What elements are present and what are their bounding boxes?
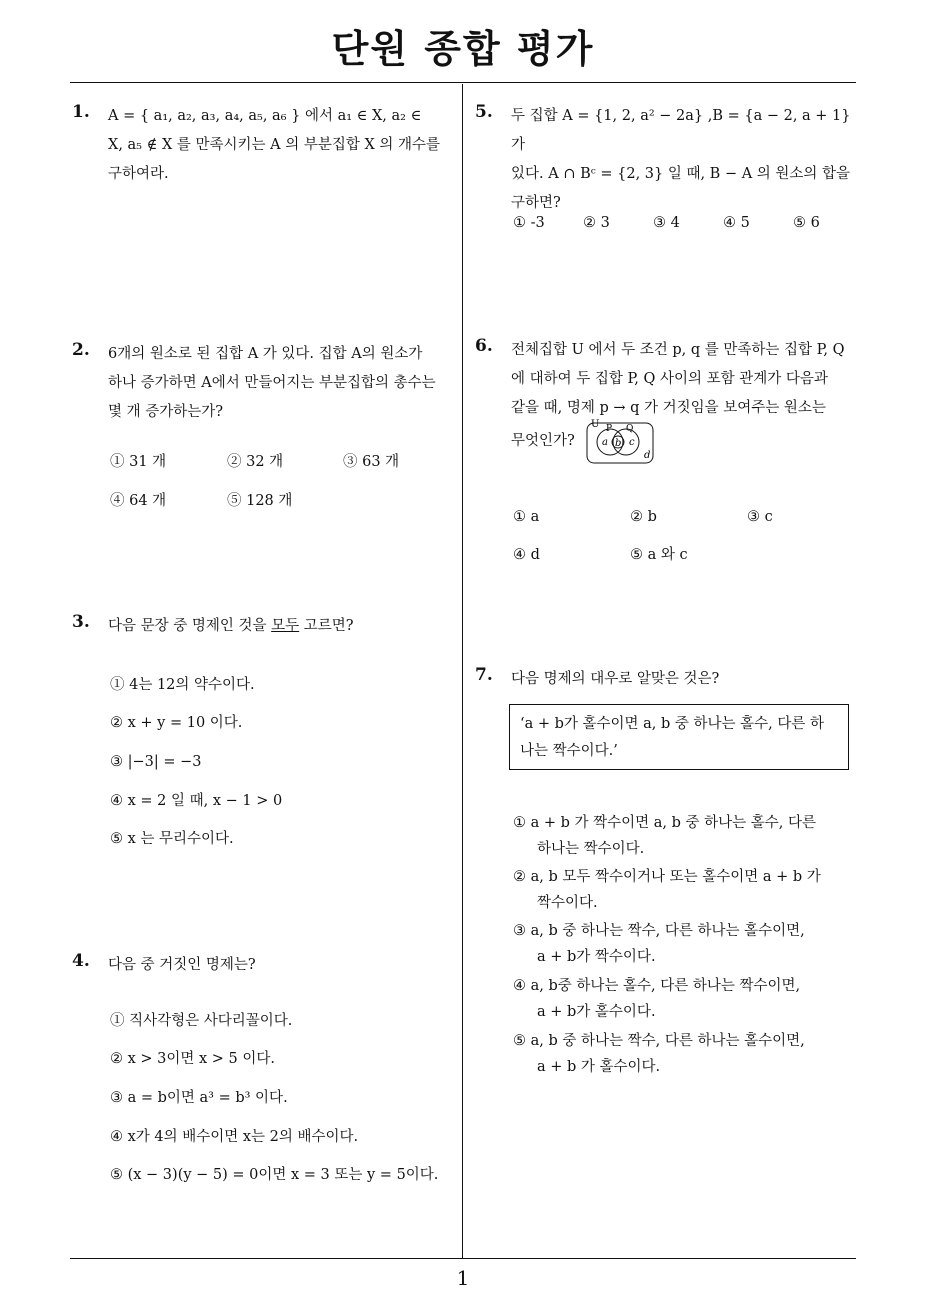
option-3[interactable]: ③ |−3| = −3	[110, 754, 202, 770]
option-4[interactable]: ④ 64 개	[110, 493, 167, 509]
question-line: 구하면?	[511, 195, 561, 211]
question-number: 6.	[475, 336, 493, 356]
bottom-rule	[70, 1258, 856, 1259]
option-2[interactable]: ② b	[630, 509, 657, 525]
question-line: 몇 개 증가하는가?	[108, 404, 224, 420]
option-2[interactable]	[513, 864, 821, 916]
question-line: 6개의 원소로 된 집합 A 가 있다. 집합 A의 원소가	[108, 346, 423, 362]
option-5[interactable]: ⑤ 128 개	[227, 493, 293, 509]
option-1[interactable]: ① 31 개	[110, 454, 167, 470]
option-2[interactable]: ② 3	[583, 215, 610, 231]
question-line: 있다. A ∩ Bᶜ = {2, 3} 일 때, B − A 의 원소의 합을	[511, 166, 851, 182]
question-text-part: 다음 문장 중 명제인 것을	[108, 618, 272, 634]
option-4[interactable]: ④ x = 2 일 때, x − 1 > 0	[110, 793, 283, 809]
question-number: 2.	[72, 340, 90, 360]
option-5[interactable]	[513, 1028, 805, 1080]
option-3[interactable]: ③ 63 개	[343, 454, 400, 470]
question-number: 3.	[72, 612, 90, 632]
option-5[interactable]: ⑤ x 는 무리수이다.	[110, 831, 234, 847]
option-3[interactable]: ③ a = b이면 a³ = b³ 이다.	[110, 1090, 288, 1106]
question-text	[511, 102, 861, 218]
page-number: 1	[456, 1266, 470, 1290]
question-number: 5.	[475, 102, 493, 122]
option-1[interactable]: ① a	[513, 509, 540, 525]
question-line: 같을 때, 명제 p → q 가 거짓임을 보여주는 원소는	[511, 400, 826, 416]
page-title: 단원 종합 평가	[331, 27, 595, 71]
venn-label-u: U	[591, 419, 600, 430]
question-text	[511, 336, 861, 456]
question-text	[108, 951, 460, 980]
question-number: 7.	[475, 665, 493, 685]
option-line: a + b가 홀수이다.	[537, 1004, 656, 1020]
option-3[interactable]: ③ c	[747, 509, 773, 525]
option-2[interactable]: ② x + y = 10 이다.	[110, 715, 243, 731]
option-line: ⑤ a, b 중 하나는 짝수, 다른 하나는 홀수이면,	[513, 1033, 805, 1049]
venn-element-d: d	[644, 450, 651, 461]
venn-diagram	[584, 417, 656, 465]
top-rule	[70, 82, 856, 83]
option-line: 하나는 짝수이다.	[537, 841, 645, 857]
question-text	[511, 665, 861, 694]
option-1[interactable]	[513, 810, 816, 862]
venn-label-q: Q	[626, 424, 634, 434]
option-5[interactable]: ⑤ a 와 c	[630, 547, 688, 563]
option-line: ① a + b 가 짝수이면 a, b 중 하나는 홀수, 다른	[513, 815, 817, 831]
question-line: A = { a₁, a₂, a₃, a₄, a₅, a₆ } 에서 a₁ ∈ X, a₂ ∈	[108, 108, 422, 124]
proposition-box	[509, 704, 849, 770]
option-line: a + b 가 홀수이다.	[537, 1059, 661, 1075]
venn-label-p: P	[606, 424, 613, 434]
option-line: 짝수이다.	[537, 895, 598, 911]
option-line: a + b가 짝수이다.	[537, 949, 656, 965]
venn-element-b: b	[615, 438, 622, 449]
option-1[interactable]: ① -3	[513, 215, 545, 231]
question-line: 에 대하여 두 집합 P, Q 사이의 포함 관계가 다음과	[511, 371, 828, 387]
proposition-line: ‘a + b가 홀수이면 a, b 중 하나는 홀수, 다른 하	[520, 716, 825, 732]
option-4[interactable]	[513, 973, 800, 1025]
question-line: 다음 중 거짓인 명제는?	[108, 957, 256, 973]
venn-element-c: c	[629, 437, 635, 448]
option-4[interactable]: ④ 5	[723, 215, 750, 231]
question-text	[108, 612, 460, 641]
option-3[interactable]	[513, 918, 805, 970]
option-2[interactable]: ② x > 3이면 x > 5 이다.	[110, 1051, 276, 1067]
question-text-part: 고르면?	[299, 618, 354, 634]
option-1[interactable]: ① 직사각형은 사다리꼴이다.	[110, 1013, 293, 1029]
question-text	[108, 340, 460, 427]
column-divider	[462, 84, 463, 1258]
option-2[interactable]: ② 32 개	[227, 454, 284, 470]
underlined-word: 모두	[271, 618, 300, 634]
option-1[interactable]: ① 4는 12의 약수이다.	[110, 677, 255, 693]
question-number: 1.	[72, 102, 90, 122]
question-line: 구하여라.	[108, 166, 169, 182]
option-line: ④ a, b중 하나는 홀수, 다른 하나는 짝수이면,	[513, 978, 801, 994]
option-line: ② a, b 모두 짝수이거나 또는 홀수이면 a + b 가	[513, 869, 821, 885]
venn-element-a: a	[602, 437, 608, 448]
question-line: X, a₅ ∉ X 를 만족시키는 A 의 부분집합 X 의 개수를	[108, 137, 441, 153]
proposition-line: 나는 짝수이다.’	[520, 743, 618, 759]
question-number: 4.	[72, 951, 90, 971]
question-line: 두 집합 A = {1, 2, a² − 2a} ,B = {a − 2, a + 1} 가	[511, 108, 851, 153]
option-5[interactable]: ⑤ 6	[793, 215, 820, 231]
option-3[interactable]: ③ 4	[653, 215, 680, 231]
question-text	[108, 102, 460, 189]
option-line: ③ a, b 중 하나는 짝수, 다른 하나는 홀수이면,	[513, 923, 805, 939]
option-4[interactable]: ④ x가 4의 배수이면 x는 2의 배수이다.	[110, 1129, 359, 1145]
option-4[interactable]: ④ d	[513, 547, 540, 563]
question-line: 다음 명제의 대우로 알맞은 것은?	[511, 671, 720, 687]
option-5[interactable]: ⑤ (x − 3)(y − 5) = 0이면 x = 3 또는 y = 5이다.	[110, 1167, 439, 1183]
question-line: 무엇인가?	[511, 433, 575, 449]
question-line: 전체집합 U 에서 두 조건 p, q 를 만족하는 집합 P, Q	[511, 342, 845, 358]
question-line: 하나 증가하면 A에서 만들어지는 부분집합의 총수는	[108, 375, 436, 391]
